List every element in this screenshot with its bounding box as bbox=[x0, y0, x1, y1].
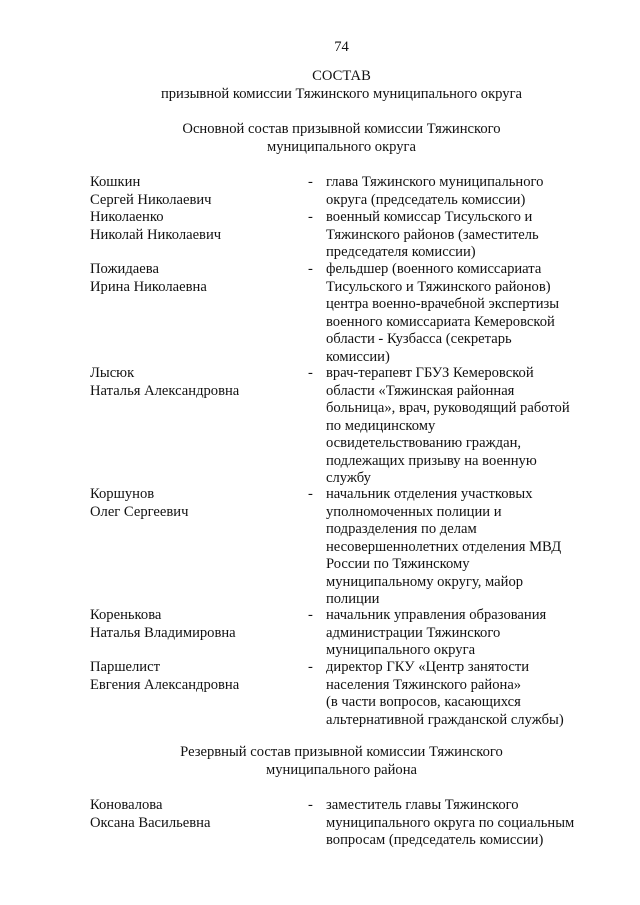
dash: - bbox=[308, 209, 313, 225]
member-role bbox=[326, 365, 586, 488]
role-line: по медицинскому bbox=[326, 417, 436, 434]
page-number: 74 bbox=[334, 39, 349, 55]
member-role bbox=[326, 659, 586, 729]
member-surname: Коренькова bbox=[90, 607, 162, 623]
member-surname: Лысюк bbox=[90, 365, 135, 381]
role-line: фельдшер (военного комиссариата bbox=[326, 261, 542, 277]
member-surname: Паршелист bbox=[90, 659, 160, 675]
role-line: муниципального округа bbox=[326, 642, 476, 658]
member-name bbox=[90, 659, 300, 694]
member-given-name: Оксана Васильевна bbox=[90, 814, 211, 831]
role-line: комиссии) bbox=[326, 348, 390, 365]
member-surname: Кошкин bbox=[90, 174, 141, 190]
role-line: области - Кузбасса (секретарь bbox=[326, 331, 512, 347]
role-line: России по Тяжинскому bbox=[326, 556, 470, 572]
role-line: заместитель главы Тяжинского bbox=[326, 797, 519, 813]
member-given-name: Николай Николаевич bbox=[90, 226, 222, 243]
role-line: военный комиссар Тисульского и bbox=[326, 209, 533, 225]
role-line: вопросам (председатель комиссии) bbox=[326, 832, 544, 848]
member-surname: Коновалова bbox=[90, 797, 163, 813]
role-line: Тяжинского районов (заместитель bbox=[326, 226, 539, 243]
dash: - bbox=[308, 659, 313, 675]
role-line: начальник управления образования bbox=[326, 607, 547, 623]
member-role bbox=[326, 174, 586, 209]
member-given-name: Ирина Николаевна bbox=[90, 278, 207, 295]
member-name bbox=[90, 486, 300, 521]
member-role bbox=[326, 797, 586, 850]
subtitle: призывной комиссии Тяжинского муниципального округа bbox=[160, 85, 523, 102]
role-line: председателя комиссии) bbox=[326, 244, 476, 260]
role-line: муниципальному округу, майор bbox=[326, 573, 524, 590]
dash: - bbox=[308, 261, 313, 277]
member-role bbox=[326, 261, 586, 366]
role-line: глава Тяжинского муниципального bbox=[326, 174, 544, 190]
role-line: несовершеннолетних отделения МВД bbox=[326, 538, 562, 555]
dash: - bbox=[308, 797, 313, 813]
member-given-name: Наталья Александровна bbox=[90, 382, 240, 399]
role-line: (в части вопросов, касающихся bbox=[326, 694, 521, 710]
member-given-name: Евгения Александровна bbox=[90, 676, 240, 693]
reserve-section-heading bbox=[0, 744, 640, 779]
role-line: врач-терапевт ГБУЗ Кемеровской bbox=[326, 365, 534, 381]
role-line: населения Тяжинского района» bbox=[326, 676, 522, 693]
role-line: альтернативной гражданской службы) bbox=[326, 711, 564, 728]
document-title bbox=[0, 68, 640, 103]
dash: - bbox=[308, 365, 313, 381]
member-name bbox=[90, 797, 300, 832]
role-line: муниципального округа по социальным bbox=[326, 814, 575, 831]
role-line: Тисульского и Тяжинского районов) bbox=[326, 278, 551, 295]
dash: - bbox=[308, 174, 313, 190]
member-surname: Николаенко bbox=[90, 209, 164, 225]
role-line: области «Тяжинская районная bbox=[326, 382, 515, 399]
member-role bbox=[326, 486, 586, 609]
role-line: начальник отделения участковых bbox=[326, 486, 533, 502]
heading-line: Резервный состав призывной комиссии Тяжинского bbox=[180, 744, 503, 760]
role-line: подлежащих призыву на военную bbox=[326, 452, 537, 469]
role-line: больница», врач, руководящий работой bbox=[326, 400, 570, 416]
role-line: центра военно-врачебной экспертизы bbox=[326, 296, 560, 312]
member-given-name: Олег Сергеевич bbox=[90, 503, 189, 520]
role-line: военного комиссариата Кемеровской bbox=[326, 313, 555, 330]
role-line: подразделения по делам bbox=[326, 521, 477, 537]
member-name bbox=[90, 607, 300, 642]
member-given-name: Сергей Николаевич bbox=[90, 191, 212, 208]
member-surname: Пожидаева bbox=[90, 261, 159, 277]
member-name bbox=[90, 261, 300, 296]
title: СОСТАВ bbox=[312, 68, 371, 84]
member-given-name: Наталья Владимировна bbox=[90, 624, 236, 641]
member-name bbox=[90, 209, 300, 244]
member-name bbox=[90, 365, 300, 400]
role-line: освидетельствованию граждан, bbox=[326, 435, 522, 451]
main-section-heading bbox=[0, 121, 640, 156]
role-line: полиции bbox=[326, 591, 380, 607]
role-line: службу bbox=[326, 470, 371, 486]
heading-line: муниципального округа bbox=[266, 138, 417, 155]
dash: - bbox=[308, 486, 313, 502]
heading-line: Основной состав призывной комиссии Тяжинского bbox=[182, 121, 501, 137]
role-line: администрации Тяжинского bbox=[326, 624, 501, 641]
member-role bbox=[326, 209, 586, 262]
member-role bbox=[326, 607, 586, 660]
member-name bbox=[90, 174, 300, 209]
member-surname: Коршунов bbox=[90, 486, 155, 502]
dash: - bbox=[308, 607, 313, 623]
heading-line: муниципального района bbox=[266, 761, 417, 778]
role-line: уполномоченных полиции и bbox=[326, 503, 502, 520]
role-line: округа (председатель комиссии) bbox=[326, 191, 526, 208]
role-line: директор ГКУ «Центр занятости bbox=[326, 659, 530, 675]
